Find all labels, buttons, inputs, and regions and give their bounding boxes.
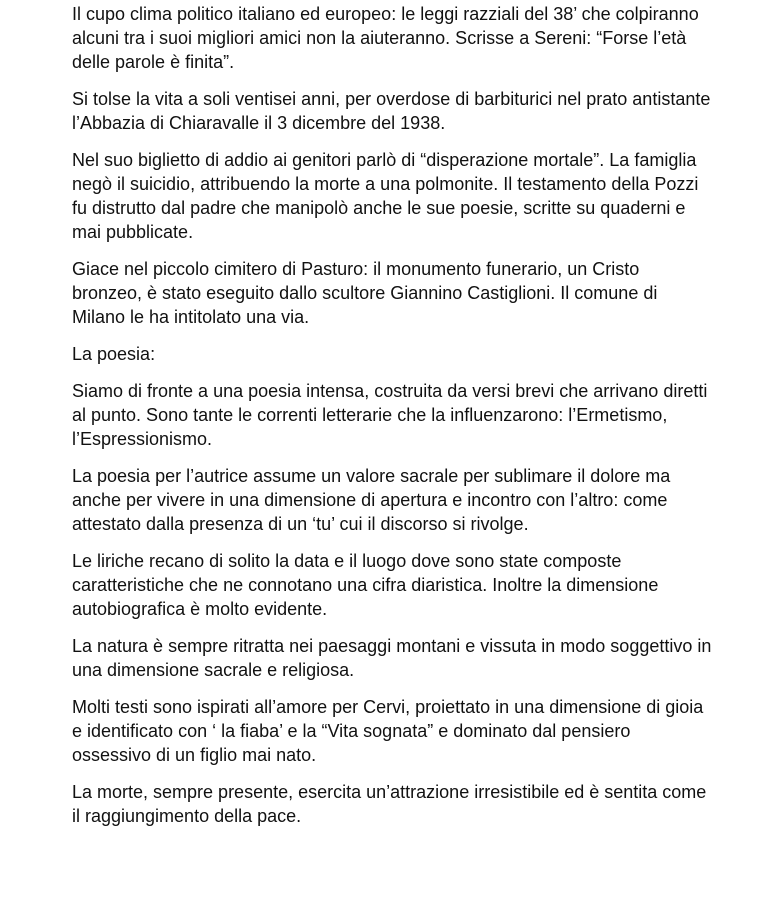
- paragraph-farewell-letter: Nel suo biglietto di addio ai genitori parlò di “disperazione mortale”. La famiglia negò il suicidio, attribuendo la morte a una polmonite. Il testamento della Pozzi fu distrutto dal padre che manipolò anche le sue poesie, scritte su quaderni e mai pubblicate.: [72, 150, 699, 242]
- paragraph-death: Si tolse la vita a soli ventisei anni, per overdose di barbiturici nel prato antistante l’Abbazia di Chiaravalle il 3 dicembre del 1938.: [72, 89, 711, 133]
- paragraph-burial: Giace nel piccolo cimitero di Pasturo: il monumento funerario, un Cristo bronzeo, è stato eseguito dallo scultore Giannino Castiglioni. Il comune di Milano le ha intitolato una via.: [72, 259, 658, 327]
- paragraph-nature: La natura è sempre ritratta nei paesaggi montani e vissuta in modo soggettivo in una dimensione sacrale e religiosa.: [72, 636, 712, 680]
- paragraph-political-climate: Il cupo clima politico italiano ed europeo: le leggi razziali del 38’ che colpiranno alcuni tra i suoi migliori amici non la aiuteranno. Scrisse a Sereni: “Forse l’età delle parole è finita”.: [72, 4, 699, 72]
- paragraph-poetry-sacral: La poesia per l’autrice assume un valore sacrale per sublimare il dolore ma anche per vivere in una dimensione di apertura e incontro con l’altro: come attestato dalla presenza di un ‘tu’ cui il discorso si rivolge.: [72, 466, 671, 534]
- paragraph-lyrics-diary: Le liriche recano di solito la data e il luogo dove sono state composte caratteristiche che ne connotano una cifra diaristica. Inoltre la dimensione autobiografica è molto evidente.: [72, 551, 659, 619]
- document-page: [72, 2, 712, 841]
- paragraph-love-cervi: Molti testi sono ispirati all’amore per Cervi, proiettato in una dimensione di gioia e identificato con ‘ la fiaba’ e la “Vita sognata” e dominato dal pensiero ossessivo di un figlio mai nato.: [72, 697, 704, 765]
- section-heading-poetry: La poesia:: [72, 344, 156, 364]
- paragraph-death-peace: La morte, sempre presente, esercita un’attrazione irresistibile ed è sentita come il raggiungimento della pace.: [72, 782, 707, 826]
- paragraph-poetry-intense: Siamo di fronte a una poesia intensa, costruita da versi brevi che arrivano diretti al punto. Sono tante le correnti letterarie che la influenzarono: l’Ermetismo, l’Espressionismo.: [72, 381, 708, 449]
